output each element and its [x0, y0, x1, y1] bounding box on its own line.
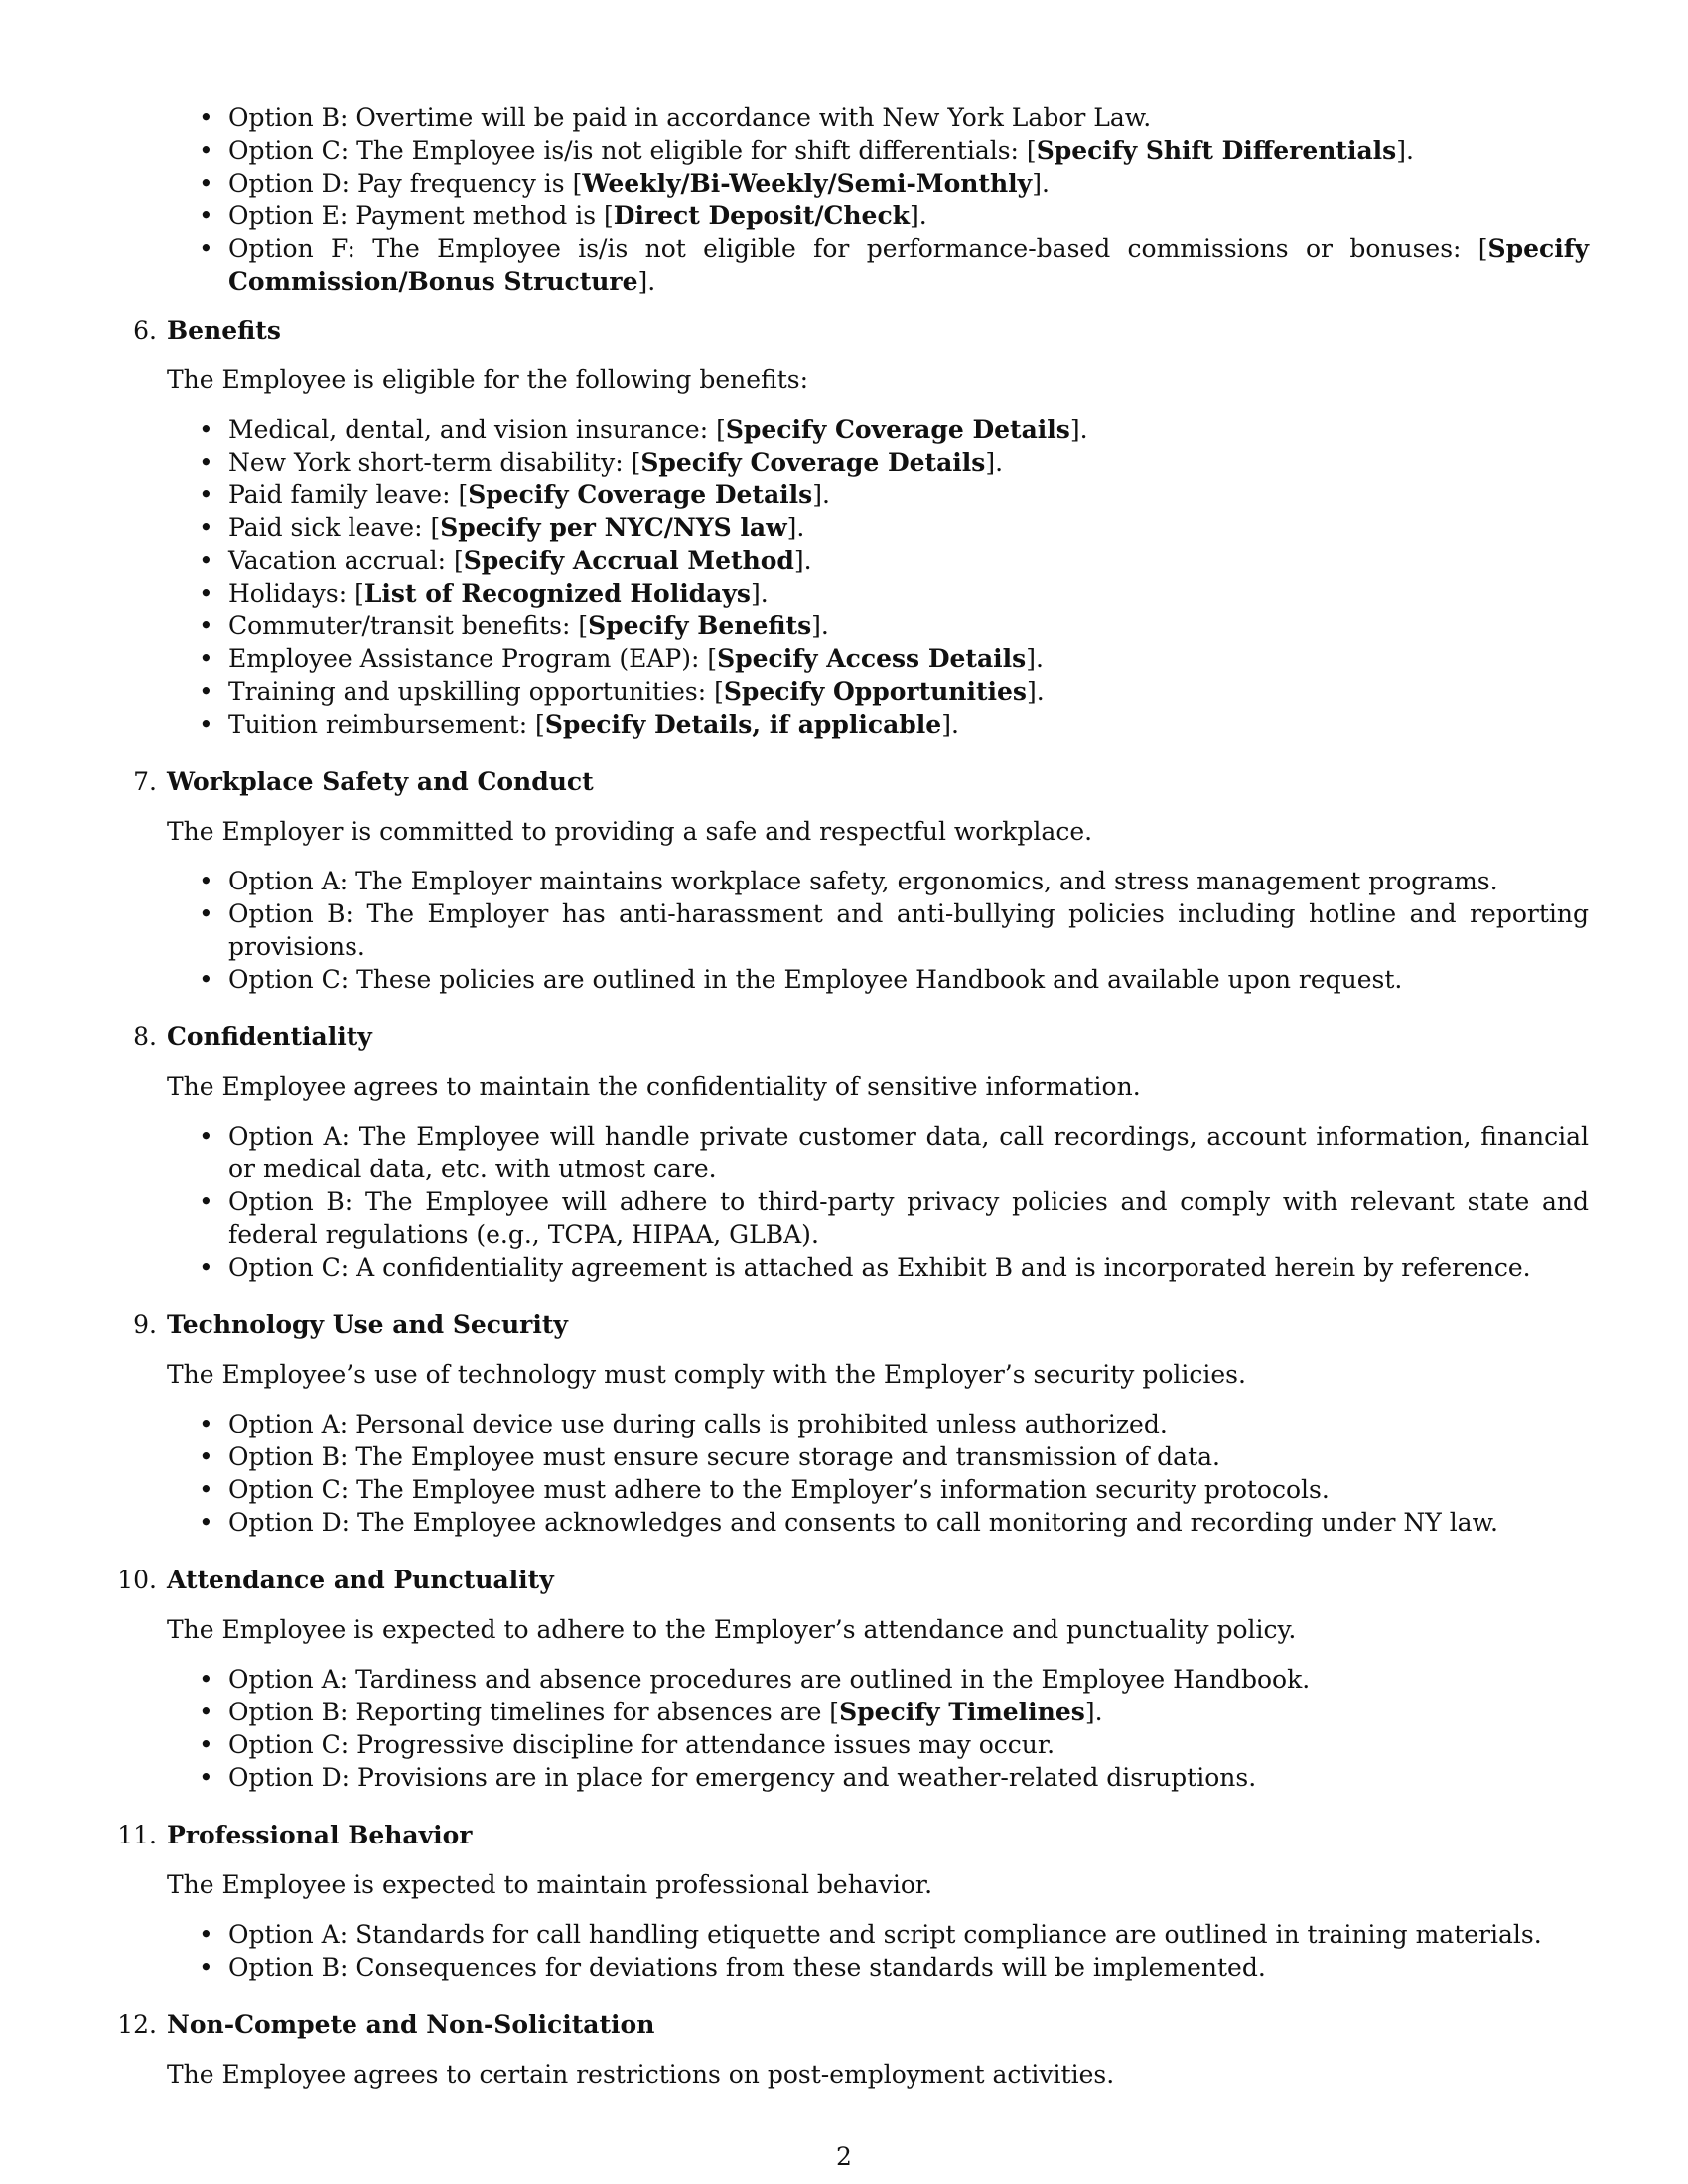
bullet-suffix: ]. [1069, 415, 1088, 444]
bullet-suffix: ]. [637, 267, 656, 296]
section-bullet-list [167, 1120, 1589, 1284]
bullet-text: Tuition reimbursement: [ [228, 710, 545, 739]
placeholder-field: Specify per NYC/NYS law [440, 513, 787, 542]
list-item [228, 1663, 1589, 1696]
placeholder-field: Weekly/Bi-Weekly/Semi-Monthly [582, 169, 1033, 198]
bullet-text: Option A: The Employer maintains workplace safety, ergonomics, and stress management programs. [228, 867, 1498, 895]
bullet-suffix: ]. [811, 612, 829, 640]
bullet-text: Option C: The Employee is/is not eligible for shift differentials: [ [228, 136, 1037, 165]
list-item [228, 642, 1589, 675]
option-item [228, 101, 1589, 134]
section-intro: The Employee is expected to adhere to the Employer’s attendance and punctuality policy. [167, 1615, 1297, 1644]
section-title: Technology Use and Security [167, 1310, 568, 1339]
section-intro: The Employee agrees to maintain the confidentiality of sensitive information. [167, 1072, 1141, 1101]
placeholder-field: Specify Commission/Bonus Structure [228, 234, 1589, 296]
bullet-text: Training and upskilling opportunities: [ [228, 677, 724, 706]
bullet-text: Vacation accrual: [ [228, 546, 464, 575]
placeholder-field: Specify Accrual Method [463, 546, 794, 575]
placeholder-field: Specify Access Details [717, 644, 1027, 673]
bullet-suffix: ]. [1026, 644, 1044, 673]
placeholder-field: Specify Coverage Details [640, 448, 986, 477]
section-bullet-list [167, 865, 1589, 996]
list-item [228, 511, 1589, 544]
bullet-text: Option B: Consequences for deviations from these standards will be implemented. [228, 1953, 1266, 1981]
list-item [228, 478, 1589, 511]
list-item [228, 1951, 1589, 1983]
option-item [228, 167, 1589, 200]
section-title: Confidentiality [167, 1023, 372, 1051]
page-number: 2 [836, 2142, 852, 2171]
section-number: 9. [133, 1310, 157, 1339]
bullet-suffix: ]. [812, 480, 830, 509]
placeholder-field: Specify Timelines [839, 1698, 1085, 1726]
section-number: 10. [117, 1566, 157, 1594]
bullet-suffix: ]. [985, 448, 1004, 477]
section-intro: The Employer is committed to providing a safe and respectful workplace. [167, 817, 1093, 846]
section-title: Professional Behavior [167, 1821, 473, 1849]
section-title: Attendance and Punctuality [167, 1566, 554, 1594]
bullet-text: Option E: Payment method is [ [228, 202, 614, 230]
bullet-suffix: ]. [1084, 1698, 1103, 1726]
bullet-text: Option D: Pay frequency is [ [228, 169, 583, 198]
placeholder-field: Direct Deposit/Check [613, 202, 911, 230]
section-number: 11. [117, 1821, 157, 1849]
bullet-suffix: ]. [1032, 169, 1050, 198]
list-item [228, 1918, 1589, 1951]
bullet-suffix: ]. [786, 513, 805, 542]
list-item [228, 1408, 1589, 1440]
list-item [228, 675, 1589, 708]
bullet-text: Commuter/transit benefits: [ [228, 612, 589, 640]
section-bullet-list [167, 1408, 1589, 1539]
bullet-text: Option C: A confidentiality agreement is attached as Exhibit B and is incorporated herein by reference. [228, 1253, 1531, 1282]
bullet-text: Option D: Provisions are in place for emergency and weather-related disruptions. [228, 1763, 1257, 1792]
bullet-suffix: ]. [750, 579, 769, 608]
list-item [228, 1728, 1589, 1761]
bullet-text: Paid sick leave: [ [228, 513, 441, 542]
section-intro: The Employee is eligible for the following benefits: [167, 365, 809, 394]
placeholder-field: List of Recognized Holidays [363, 579, 751, 608]
bullet-text: Option C: Progressive discipline for attendance issues may occur. [228, 1730, 1055, 1759]
section-bullet-list [167, 413, 1589, 741]
option-item [228, 232, 1589, 298]
bullet-text: Option D: The Employee acknowledges and consents to call monitoring and recording under NY law. [228, 1508, 1498, 1537]
section-intro: The Employee is expected to maintain professional behavior. [167, 1870, 933, 1899]
list-item [228, 897, 1589, 963]
placeholder-field: Specify Benefits [588, 612, 812, 640]
bullet-text: Option A: Personal device use during calls is prohibited unless authorized. [228, 1410, 1168, 1438]
section [133, 765, 1589, 996]
list-item [228, 544, 1589, 577]
bullet-text: New York short-term disability: [ [228, 448, 641, 477]
list-item [228, 577, 1589, 610]
bullet-text: Option B: Overtime will be paid in accordance with New York Labor Law. [228, 103, 1152, 132]
section-bullet-list [167, 1663, 1589, 1794]
section [117, 1819, 1589, 1983]
bullet-suffix: ]. [910, 202, 927, 230]
placeholder-field: Specify Opportunities [723, 677, 1027, 706]
section-number: 8. [133, 1023, 157, 1051]
section-number: 7. [133, 767, 157, 796]
section [117, 2008, 1589, 2091]
list-item [228, 446, 1589, 478]
bullet-suffix: ]. [1396, 136, 1414, 165]
placeholder-field: Specify Coverage Details [468, 480, 813, 509]
continued-option-list [228, 101, 1589, 298]
bullet-text: Option A: Standards for call handling etiquette and script compliance are outlined in training materials. [228, 1920, 1542, 1949]
section [133, 1021, 1589, 1284]
list-item [228, 1761, 1589, 1794]
section-intro: The Employee agrees to certain restrictions on post-employment activities. [167, 2060, 1115, 2089]
list-item [228, 1506, 1589, 1539]
placeholder-field: Specify Shift Differentials [1036, 136, 1397, 165]
section-bullet-list [167, 1918, 1589, 1983]
list-item [228, 1251, 1589, 1284]
list-item [228, 413, 1589, 446]
bullet-text: Option B: The Employee must ensure secure storage and transmission of data. [228, 1442, 1220, 1471]
bullet-text: Option B: Reporting timelines for absences are [ [228, 1698, 840, 1726]
list-item [228, 963, 1589, 996]
bullet-text: Option B: The Employer has anti-harassment and anti-bullying policies including hotline and reporting provisions. [228, 899, 1589, 961]
list-item [228, 708, 1589, 741]
section-title: Non-Compete and Non-Solicitation [167, 2010, 655, 2039]
list-item [228, 1473, 1589, 1506]
placeholder-field: Specify Coverage Details [725, 415, 1070, 444]
list-item [228, 1120, 1589, 1185]
bullet-text: Option A: The Employee will handle private customer data, call recordings, account information, financial or medical data, etc. with utmost care. [228, 1122, 1589, 1183]
list-item [228, 865, 1589, 897]
list-item [228, 1185, 1589, 1251]
bullet-text: Option A: Tardiness and absence procedures are outlined in the Employee Handbook. [228, 1665, 1311, 1694]
bullet-text: Option F: The Employee is/is not eligible for performance-based commissions or bonuses: [ [228, 234, 1488, 263]
section-intro: The Employee’s use of technology must comply with the Employer’s security policies. [167, 1360, 1246, 1389]
sections-container [117, 314, 1589, 2116]
bullet-text: Option B: The Employee will adhere to third-party privacy policies and comply with relevant state and federal regulations (e.g., TCPA, HIPAA, GLBA). [228, 1187, 1589, 1249]
section-number: 6. [133, 316, 157, 344]
bullet-suffix: ]. [941, 710, 959, 739]
bullet-text: Option C: These policies are outlined in the Employee Handbook and available upon request. [228, 965, 1403, 994]
bullet-text: Employee Assistance Program (EAP): [ [228, 644, 718, 673]
bullet-suffix: ]. [1027, 677, 1045, 706]
option-item [228, 200, 1589, 232]
section [133, 1308, 1589, 1539]
section [133, 314, 1589, 741]
bullet-text: Paid family leave: [ [228, 480, 469, 509]
section [117, 1564, 1589, 1794]
section-title: Workplace Safety and Conduct [167, 767, 594, 796]
list-item [228, 610, 1589, 642]
bullet-text: Holidays: [ [228, 579, 364, 608]
section-number: 12. [117, 2010, 157, 2039]
list-item [228, 1696, 1589, 1728]
option-item [228, 134, 1589, 167]
bullet-text: Option C: The Employee must adhere to the Employer’s information security protocols. [228, 1475, 1330, 1504]
placeholder-field: Specify Details, if applicable [544, 710, 942, 739]
section-title: Benefits [167, 316, 281, 344]
bullet-text: Medical, dental, and vision insurance: [ [228, 415, 726, 444]
list-item [228, 1440, 1589, 1473]
bullet-suffix: ]. [793, 546, 812, 575]
